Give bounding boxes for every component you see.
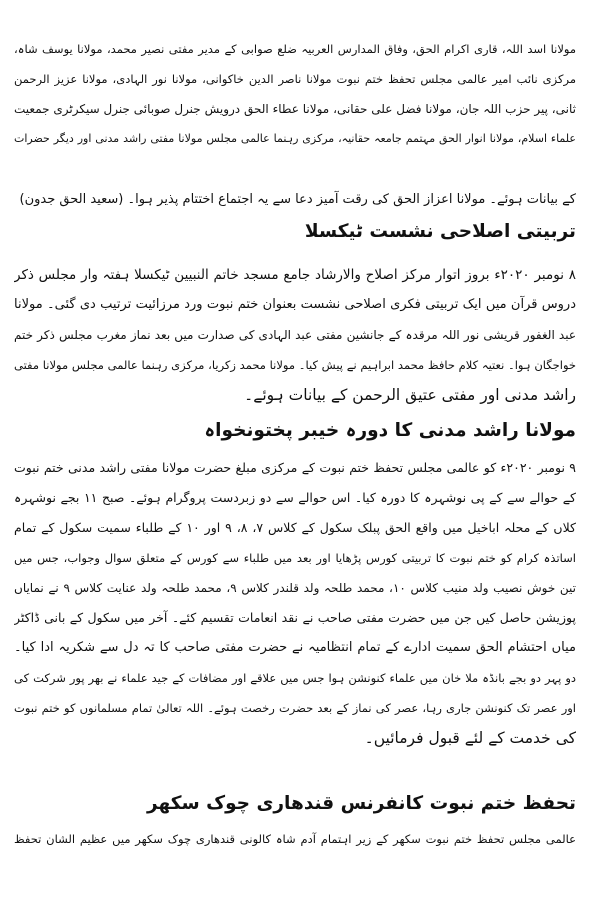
paragraph-line: ۹ نومبر ۲۰۲۰ء کو عالمی مجلس تحفظ ختم نبوت کے مرکزی مبلغ حضرت مولانا مفتی راشد مدنی ختم نبوت bbox=[14, 460, 576, 475]
paragraph-line: کے بیانات ہوئے۔ مولانا اعزاز الحق کی رقت آمیز دعا سے یہ اجتماع اختتام پذیر ہوا۔ (سعید الحق جدون) bbox=[19, 192, 576, 207]
paragraph-line: راشد مدنی اور مفتی عتیق الرحمن کے بیانات ہوئے۔ bbox=[244, 386, 576, 404]
paragraph-line: اور عصر تک کنونشن جاری رہا، عصر کی نماز کے بعد حضرت رخصت ہوئے۔ اللہ تعالیٰ تمام مسلمانوں کو ختم نبوت bbox=[14, 701, 576, 715]
paragraph-line: کی خدمت کے لئے قبول فرمائیں۔ bbox=[364, 729, 576, 747]
paragraph-line: پوزیشن حاصل کیں جن میں حضرت مفتی صاحب نے نقد انعامات تقسیم کئے۔ آخر میں سکول کے بانی ڈاکٹر bbox=[14, 610, 576, 625]
paragraph-line: مولانا اسد اللہ، قاری اکرام الحق، وفاق المدارس العربیہ ضلع صوابی کے مدیر مفتی نصیر محمد، مولانا یوسف شاہ، bbox=[14, 42, 576, 56]
paragraph-line: کلاں کے محلہ اباخیل میں واقع الحق پبلک سکول کے کلاس ۷، ۸، ۹ اور ۱۰ کے طلباء سمیت سکول کے تمام bbox=[14, 520, 576, 535]
section-heading: تحفظ ختم نبوت کانفرنس قندھاری چوک سکھر bbox=[147, 793, 576, 814]
paragraph-line: عالمی مجلس تحفظ ختم نبوت سکھر کے زیر اہتمام آدم شاہ کالونی قندھاری چوک سکھر میں عظیم الشان تحفظ bbox=[14, 832, 576, 846]
paragraph-line: کے حوالے سے کے پی نوشہرہ کا دورہ کیا۔ اس حوالے سے دو زبردست پروگرام ہوئے۔ صبح ۱۱ بجے نوشہرہ bbox=[14, 490, 576, 505]
paragraph-line: تین خوش نصیب ولد منیب کلاس ۱۰، محمد طلحہ ولد قلندر کلاس ۹، محمد طلحہ ولد عنایت کلاس ۹ نے نمایاں bbox=[14, 581, 576, 595]
paragraph-line: دو پہر دو بجے بانڈہ ملا خان میں علماء کنونشن ہوا جس میں علاقے اور مضافات کے جید علماء نے بھر پور شرکت کی bbox=[14, 671, 576, 685]
paragraph-line: اساتذہ کرام کو ختم نبوت کا تربیتی کورس پڑھایا اور بعد میں طلباء سے کورس کے متعلق سوال وجواب، جس میں bbox=[14, 551, 576, 565]
section-heading: تربیتی اصلاحی نشست ٹیکسلا bbox=[304, 221, 576, 242]
paragraph-line: مرکزی نائب امیر عالمی مجلس تحفظ ختم نبوت مولانا ناصر الدین خاکوانی، مولانا نور الہادی، مولانا عزیز الرحمن bbox=[14, 72, 576, 86]
paragraph-line: میاں احتشام الحق سمیت ادارے کے تمام انتظامیہ نے حضرت مفتی صاحب کا تہ دل سے شکریہ ادا کیا۔ bbox=[14, 640, 576, 655]
paragraph-line: ۸ نومبر ۲۰۲۰ء بروز اتوار مرکز اصلاح والارشاد جامع مسجد خاتم النبیین ٹیکسلا ہفتہ وار مجلس ذکر bbox=[14, 267, 576, 283]
paragraph-line: عبد الغفور قریشی نور اللہ مرقدہ کے جانشین مفتی عبد الہادی کی صدارت میں بعد نماز مغرب مجلس ذکر ختم bbox=[14, 328, 576, 342]
section-heading: مولانا راشد مدنی کا دورہ خیبر پختونخواہ bbox=[204, 420, 576, 441]
paragraph-line: خواجگان ہوا۔ نعتیہ کلام حافظ محمد ابراہیم نے پیش کیا۔ مولانا محمد زکریا، مرکزی رہنما عالمی مجلس مولانا مفتی bbox=[14, 358, 576, 372]
paragraph-line: دروس قرآن میں ایک تربیتی فکری اصلاحی نشست بعنوان ختم نبوت ورد مرزائیت ترتیب دی گئی۔ مولانا bbox=[14, 297, 576, 312]
paragraph-line: ثانی، پیر حزب اللہ جان، مولانا فضل علی حقانی، مولانا عطاء الحق درویش جنرل صوبائی جنرل سیکرٹری جمعیت bbox=[14, 102, 576, 116]
paragraph-line: علماء اسلام، مولانا انوار الحق مہتمم جامعہ حقانیہ، مرکزی رہنما عالمی مجلس مولانا مفتی راشد مدنی اور دیگر حضرات bbox=[14, 132, 576, 145]
